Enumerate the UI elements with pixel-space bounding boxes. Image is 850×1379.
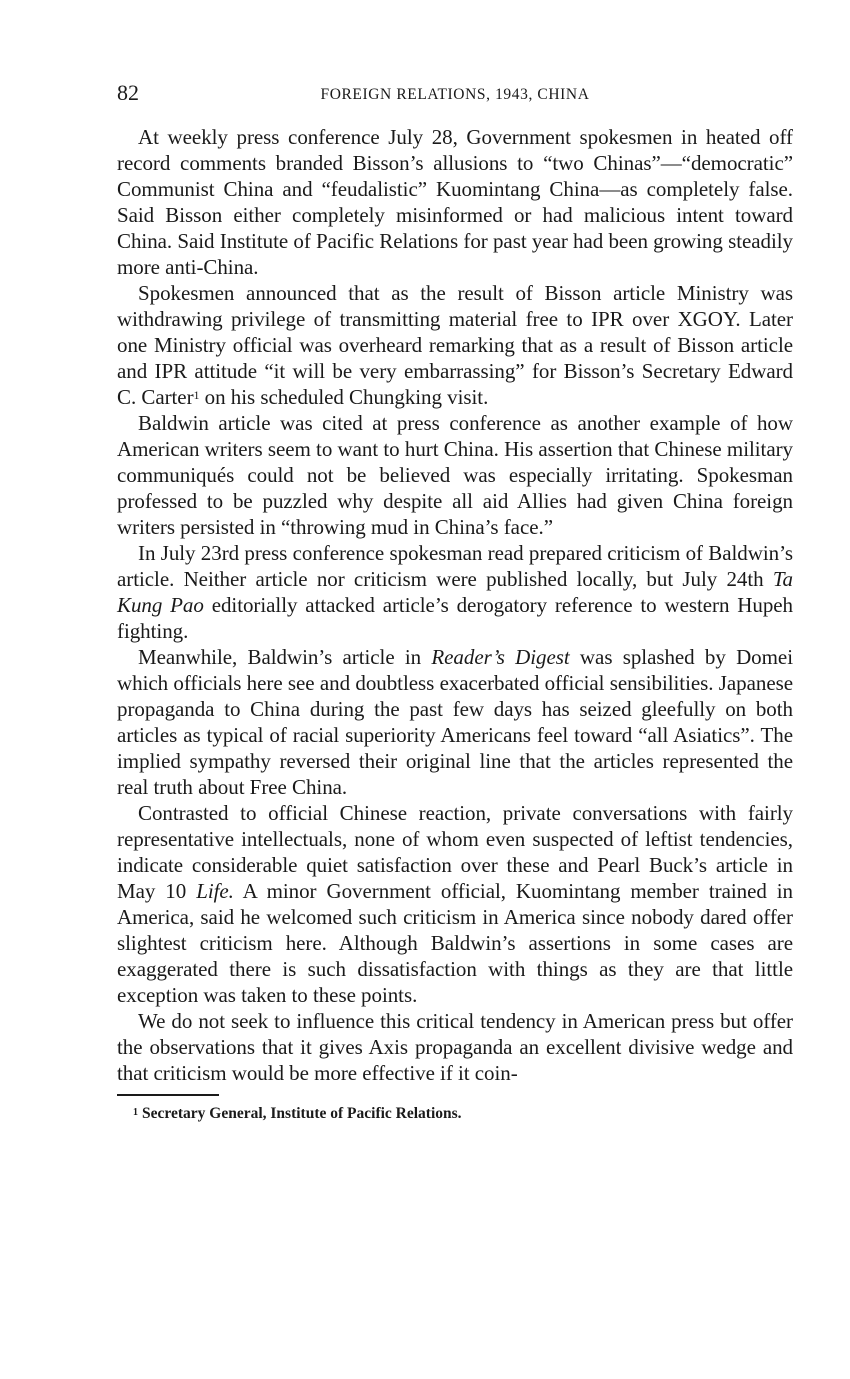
paragraph-6-text: Contrasted to official Chinese reaction, private conversations with fairly representative intellectuals, none of whom even suspected of leftist tendencies, indicate considerable quiet satisfaction over these and Pearl Buck’s article in May 10 [117,801,793,903]
footnote-divider [117,1094,219,1096]
paragraph-4-text-end: editorially attacked article’s derogatory reference to western Hupeh fighting. [117,593,794,643]
document-page [117,80,793,1124]
paragraph-2 [117,280,793,410]
paragraph-6-text-end: A minor Government official, Kuomintang member trained in America, said he welcomed such criticism in America since nobody dared offer slightest criticism here. Although Baldwin’s assertions in some cases are exaggerated there is such dissatisfaction with things as they are that little exception was taken to these points. [117,879,793,1007]
running-title: FOREIGN RELATIONS, 1943, CHINA [320,86,590,103]
newspaper-title: Ta Kung Pao [117,567,793,617]
paragraph-4-text: In July 23rd press conference spokesman read prepared criticism of Baldwin’s article. Neither article nor criticism were published locally, but July 24th [117,541,793,591]
footnote-text: Secretary General, Institute of Pacific Relations. [142,1105,462,1122]
footnote-mark: 1 [133,1107,138,1118]
paragraph-5-text-end: was splashed by Domei which officials here see and doubtless exacerbated official sensibilities. Japanese propaganda to China during the past few days has seized gleefully on both articles as typical of racial superiority Americans feel toward “all Asiatics”. The implied sympathy reversed their original line that the articles represented the real truth about Free China. [117,645,793,799]
paragraph-5-text: Meanwhile, Baldwin’s article in [138,645,432,669]
body-text [117,124,793,1086]
paragraph-6 [117,800,793,1008]
page-header [117,80,793,110]
magazine-title: Reader’s Digest [431,645,570,669]
page-number: 82 [117,80,139,105]
paragraph-2-text-end: on his scheduled Chungking visit. [199,385,489,409]
paragraph-3: Baldwin article was cited at press conference as another example of how American writers seem to want to hurt China. His assertion that Chinese military communiqués could not be believed was especially irritating. Spokesman professed to be puzzled why despite all aid Allies had given China foreign writers persisted in “throwing mud in China’s face.” [117,411,793,539]
magazine-title-life: Life. [196,879,234,903]
paragraph-2-text: Spokesmen announced that as the result of Bisson article Ministry was withdrawing privilege of transmitting material free to IPR over XGOY. Later one Ministry official was overheard remarking that as a result of Bisson article and IPR attitude “it will be very embarrassing” for Bisson’s Secretary Edward C. Carter [117,281,793,409]
paragraph-1: At weekly press conference July 28, Government spokesmen in heated off record comments branded Bisson’s allusions to “two Chinas”—“democratic” Communist China and “feudalistic” Kuomintang China—as completely false. Said Bisson either completely misinformed or had malicious intent toward China. Said Institute of Pacific Relations for past year had been growing steadily more anti-China. [117,125,793,279]
paragraph-5 [117,644,793,800]
paragraph-4 [117,540,793,644]
paragraph-7: We do not seek to influence this critical tendency in American press but offer the observations that it gives Axis propaganda an excellent divisive wedge and that criticism would be more effective if it coin- [117,1009,793,1085]
footnote-reference: 1 [193,388,200,402]
footnote [117,1104,793,1124]
